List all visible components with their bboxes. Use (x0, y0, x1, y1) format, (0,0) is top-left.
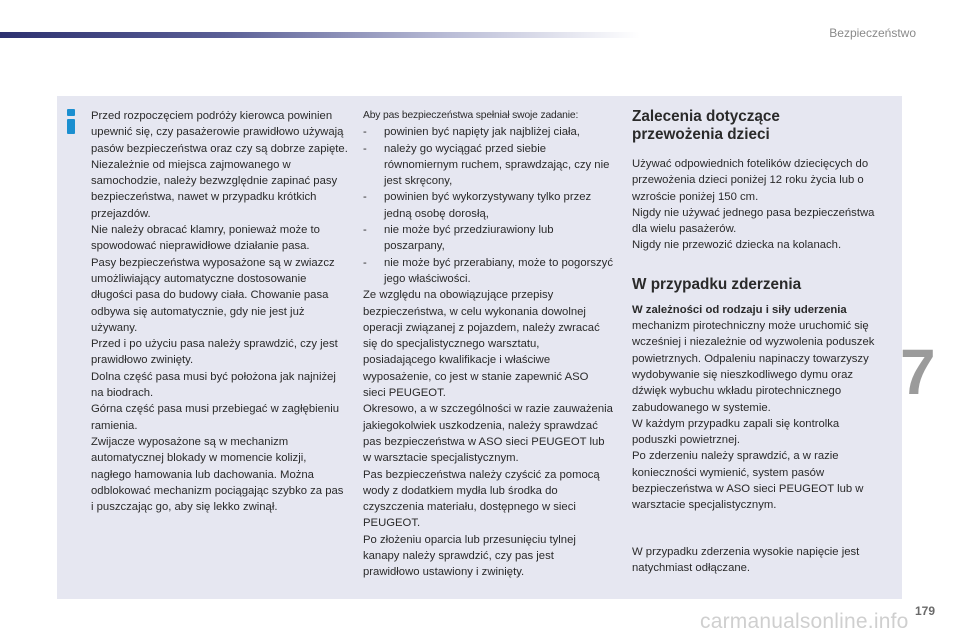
chapter-number: 7 (900, 336, 936, 408)
paragraph: Nigdy nie przewozić dziecka na kolanach. (632, 239, 842, 252)
paragraph: Nie należy obracać klamry, ponieważ może to spowodować nieprawidłowe działanie pasa. (91, 224, 320, 253)
paragraph: W każdym przypadku zapali się kontrolka poduszki powietrznej. (632, 417, 840, 447)
list-lead: Aby pas bezpieczeństwa spełniał swoje zadanie: (363, 110, 579, 121)
paragraph: Górna część pasa musi przebiegać w zagłębieniu ramienia. (91, 403, 340, 432)
paragraph: mechanizm pirotechniczny może uruchomić się wcześniej i niezależnie od wyzwolenia poduszek powietrznych. Odpaleniu napinaczy towarzyszy wydobywanie się nieszkodliwego dymu oraz dźwięk wybuchu wkładu pirotechnicznego zabudowanego w systemie. (632, 320, 875, 414)
list-item: - powinien być napięty jak najbliżej ciała, (363, 126, 580, 139)
paragraph: Okresowo, a w szczególności w razie zauważenia jakiegokolwiek uszkodzenia, należy sprawdzać pas bezpieczeństwa w ASO sieci PEUGEOT lub w warsztacie specjalistycznym. (363, 403, 613, 465)
children-heading: Zalecenia dotyczące przewożenia dzieci (632, 108, 780, 143)
list-item: - należy go wyciągać przed siebie równomiernym ruchem, sprawdzając, czy nie jest skręcony, (363, 142, 610, 188)
list-item: - powinien być wykorzystywany tylko przez jedną osobę dorosłą, (363, 191, 592, 220)
paragraph: Nigdy nie używać jednego pasa bezpieczeństwa dla wielu pasażerów. (632, 206, 875, 236)
requirements-list (363, 124, 613, 287)
high-voltage-note: W przypadku zderzenia wysokie napięcie jest natychmiast odłączane. (632, 545, 860, 574)
paragraph: Niezależnie od miejsca zajmowanego w samochodzie, należy bezwzględnie zapinać pasy bezpieczeństwa, nawet w przypadku krótkich przejazdów. (91, 158, 338, 220)
section-title: Bezpieczeństwo (829, 26, 916, 40)
watermark: carmanualsonline.info (700, 610, 909, 633)
header-accent-bar (0, 32, 640, 38)
paragraph: Przed i po użyciu pasa należy sprawdzić, czy jest prawidłowo zwinięty. (91, 338, 338, 367)
children-collision-column (632, 108, 880, 576)
paragraph: Pasy bezpieczeństwa wyposażone są w zwiazcz umożliwiający automatyczne dostosowanie długości pasa do budowy ciała. Chowanie pasa odbywa się automatycznie, gdy nie jest już używany. (91, 256, 335, 334)
page-number: 179 (915, 604, 936, 618)
seatbelt-notes-column (91, 108, 349, 515)
paragraph: Przed rozpoczęciem podróży kierowca powinien upewnić się, czy pasażerowie prawidłowo używają pasów bezpieczeństwa oraz czy są dobrze zapięte. (91, 110, 348, 155)
seatbelt-requirements-column (363, 108, 613, 581)
paragraph: Ze względu na obowiązujące przepisy bezpieczeństwa, w celu wykonania dowolnej operacji związanej z pojazdem, należy zwracać się do specjalistycznego warsztatu, posiadającego kwalifikacje i właściwe wyposażenie, co jest w stanie zapewnić ASO sieci PEUGEOT. (363, 289, 600, 400)
paragraph: Zwijacze wyposażone są w mechanizm automatycznej blokady w momencie kolizji, nagłego hamowania lub dachowania. Można odblokować mechanizm pociągając szybko za pas i puszczając go, aby się lekko zwinął. (91, 435, 344, 514)
paragraph: Dolna część pasa musi być położona jak najniżej na biodrach. (91, 370, 336, 400)
info-icon (66, 109, 77, 134)
paragraph: Po zderzeniu należy sprawdzić, a w razie konieczności wymienić, system pasów bezpieczeństwa w ASO sieci PEUGEOT lub w warsztacie specjalistycznym. (632, 450, 864, 512)
list-item: - nie może być przedziurawiony lub poszarpany, (363, 224, 554, 253)
paragraph: Używać odpowiednich fotelików dziecięcych do przewożenia dzieci poniżej 12 roku życia lub o wzroście poniżej 150 cm. (632, 158, 869, 203)
collision-lead: W zależności od rodzaju i siły uderzenia (632, 303, 847, 316)
collision-heading: W przypadku zderzenia (632, 275, 802, 293)
paragraph: Po złożeniu oparcia lub przesunięciu tylnej kanapy należy sprawdzić, czy pas jest prawidłowo ustawiony i zwinięty. (363, 533, 576, 579)
paragraph: Pas bezpieczeństwa należy czyścić za pomocą wody z dodatkiem mydła lub środka do czyszczenia materiału, dostępnego w sieci PEUGEOT. (363, 468, 600, 530)
list-item: - nie może być przerabiany, może to pogorszyć jego właściwości. (363, 256, 613, 285)
